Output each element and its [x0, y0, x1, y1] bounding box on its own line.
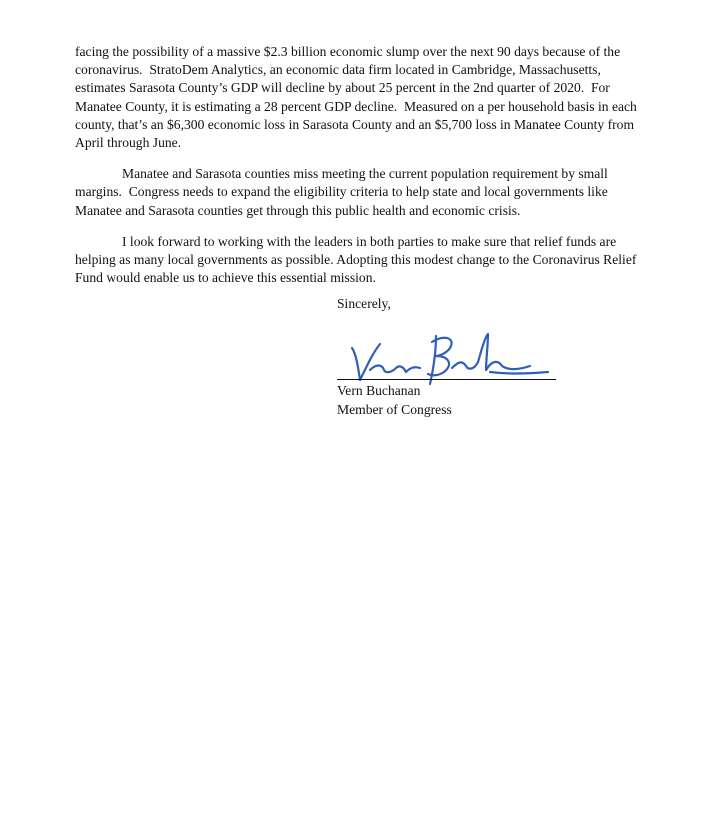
signatory-title: Member of Congress: [337, 402, 452, 417]
paragraph-economic-slump: facing the possibility of a massive $2.3 billion economic slump over the next 90 days because of the coronavirus. StratoDem Analytics, an economic data firm located in Cambridge, Massachusetts, estimates Sarasota County’s GDP will decline by about 25 percent in the 2nd quarter of 2020. For Manatee County, it is estimating a 28 percent GDP decline. Measured on a per household basis in each county, that’s an $6,300 economic loss in Sarasota County and an $5,700 loss in Manatee County from April through June.: [75, 44, 641, 151]
signature-line: [337, 379, 556, 380]
closing-salutation: Sincerely,: [337, 296, 391, 311]
signatory-name: Vern Buchanan: [337, 383, 421, 398]
letter-body: [75, 43, 645, 300]
handwritten-signature: [340, 330, 560, 386]
paragraph-population-requirement: Manatee and Sarasota counties miss meeting the current population requirement by small margins. Congress needs to expand the eligibility criteria to help state and local governments like Manatee and Sarasota counties get through this public health and economic crisis.: [75, 166, 612, 218]
paragraph-relief-fund: I look forward to working with the leaders in both parties to make sure that relief funds are helping as many local governments as possible. Adopting this modest change to the Coronavirus Relief Fund would enable us to achieve this essential mission.: [75, 233, 640, 286]
